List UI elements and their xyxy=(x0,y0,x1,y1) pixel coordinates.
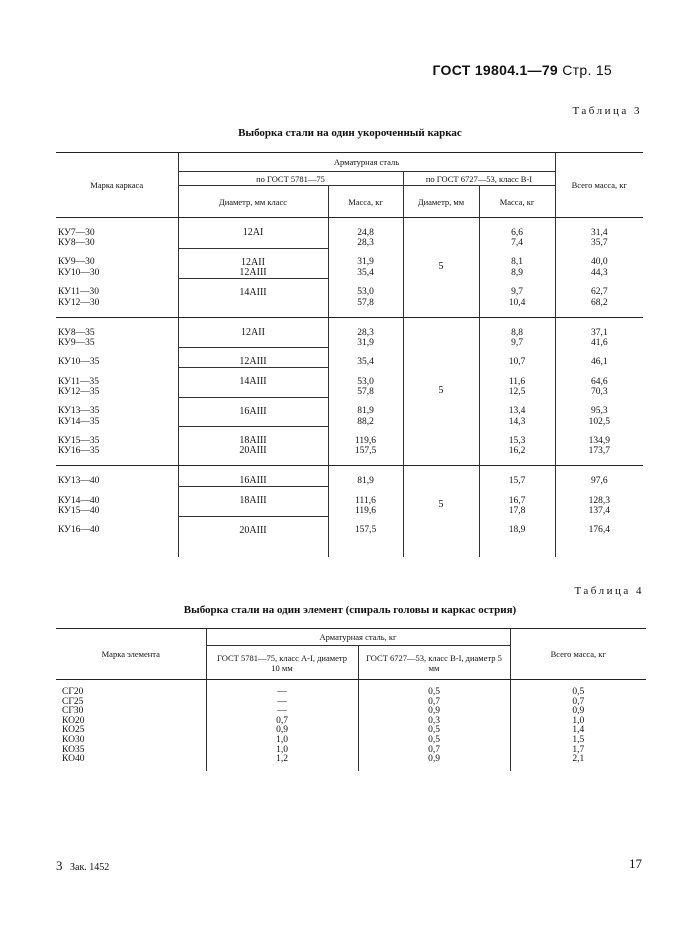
table-row xyxy=(56,446,643,466)
gost5781-cell: — xyxy=(206,680,358,698)
diam-cell: 12AIII xyxy=(178,348,328,368)
page-header xyxy=(433,62,613,78)
table3-label: Таблица 3 xyxy=(572,105,642,117)
mass1-cell: 119,6 xyxy=(328,427,403,447)
diam-cell xyxy=(178,338,328,348)
diam-cell: 16AIII xyxy=(178,397,328,417)
spacer-cell xyxy=(510,765,646,771)
table-row xyxy=(56,218,643,239)
spacer-cell xyxy=(56,545,178,557)
table4 xyxy=(56,628,646,771)
spacer-cell xyxy=(328,545,403,557)
mark-cell: КУ14—40 xyxy=(58,495,100,506)
mark-cell: КУ13—35 xyxy=(58,406,100,416)
diam2-cell: 5 xyxy=(403,218,479,318)
diam-cell: 12AIII xyxy=(178,268,328,279)
mark-cell: КУ14—35 xyxy=(58,416,100,427)
total-cell: 62,7 xyxy=(555,278,643,298)
mass1-cell: 28,3 xyxy=(328,317,403,338)
gost6727-cell: 0,5 xyxy=(358,680,510,698)
total-cell: 46,1 xyxy=(555,348,643,368)
table-row xyxy=(56,298,643,318)
mass2-cell: 13,4 xyxy=(479,397,555,417)
spacer-cell xyxy=(56,765,206,771)
gost6727-cell: 0,5 xyxy=(358,736,510,746)
table-row xyxy=(56,680,646,698)
total-cell: 37,1 xyxy=(555,317,643,338)
header-gost5781: по ГОСТ 5781—75 xyxy=(178,172,403,186)
diam-cell: 20AIII xyxy=(178,516,328,545)
gost5781-cell: 1,0 xyxy=(206,746,358,756)
diam-cell: 14AIII xyxy=(178,278,328,298)
table-row xyxy=(56,487,643,507)
gost6727-cell: 0,7 xyxy=(358,746,510,756)
total-cell: 68,2 xyxy=(555,298,643,318)
order-number: Зак. 1452 xyxy=(70,862,110,873)
mass2-cell: 10,4 xyxy=(479,298,555,318)
mass1-cell: 28,3 xyxy=(328,238,403,248)
mass2-cell: 18,9 xyxy=(479,516,555,545)
total-cell: 0,7 xyxy=(510,698,646,708)
mark-cell: КУ16—35 xyxy=(56,446,178,466)
mark-cell: КУ9—35 xyxy=(58,337,95,348)
mark-cell: КУ11—35 xyxy=(58,376,100,387)
table-row xyxy=(56,466,643,487)
mass2-cell: 8,9 xyxy=(479,268,555,279)
table-row xyxy=(56,506,643,516)
table3-title: Выборка стали на один укороченный каркас xyxy=(238,127,462,139)
mass2-cell: 8,8 xyxy=(479,317,555,338)
mark-cell: КУ11—30 xyxy=(58,287,100,297)
mark-cell: КО20 xyxy=(62,715,85,726)
t4-header-mark: Марка элемента xyxy=(56,629,206,680)
print-number: 3 xyxy=(56,858,63,873)
mark-cell: КУ10—30 xyxy=(58,267,100,278)
table-row xyxy=(56,417,643,427)
mark-cell: КУ12—30 xyxy=(56,298,178,318)
header-mass1: Масса, кг xyxy=(328,186,403,218)
mark-cell: СГ20 xyxy=(62,687,84,697)
table-row xyxy=(56,368,643,388)
mark-cell: КУ16—40 xyxy=(58,525,100,535)
header-mark: Марка каркаса xyxy=(56,153,178,218)
mass2-cell: 7,4 xyxy=(479,238,555,248)
mark-cell: КО30 xyxy=(62,734,85,745)
mass2-cell: 14,3 xyxy=(479,417,555,427)
header-total: Всего масса, кг xyxy=(555,153,643,218)
mark-cell: КУ7—30 xyxy=(58,228,95,238)
table-row xyxy=(56,717,646,727)
mark-cell: СГ30 xyxy=(62,706,84,717)
table3 xyxy=(56,152,643,557)
diam-cell: 14AIII xyxy=(178,368,328,388)
mass2-cell: 12,5 xyxy=(479,387,555,397)
gost6727-cell: 0,5 xyxy=(358,726,510,736)
mark-cell: КО35 xyxy=(62,744,85,755)
diam-cell: 18AIII xyxy=(178,487,328,507)
total-cell: 128,3 xyxy=(555,487,643,507)
mass1-cell: 53,0 xyxy=(328,368,403,388)
spacer-cell xyxy=(206,765,358,771)
mass2-cell: 9,7 xyxy=(479,338,555,348)
mark-cell: КУ12—35 xyxy=(58,387,100,397)
mass2-cell: 16,2 xyxy=(479,446,555,466)
gost6727-cell: 0,9 xyxy=(358,755,510,765)
diam-cell xyxy=(178,298,328,318)
total-cell: 35,7 xyxy=(555,238,643,248)
diam-cell: 20AIII xyxy=(178,446,328,466)
total-cell: 1,4 xyxy=(510,726,646,736)
header-gost6727: по ГОСТ 6727—53, класс В-I xyxy=(403,172,555,186)
gost5781-cell: — xyxy=(206,698,358,708)
total-cell: 64,6 xyxy=(555,368,643,388)
mark-cell: КУ15—35 xyxy=(58,435,100,446)
mass2-cell: 6,6 xyxy=(479,218,555,239)
gost6727-cell: 0,7 xyxy=(358,698,510,708)
spacer-cell xyxy=(555,545,643,557)
spacer-cell xyxy=(479,545,555,557)
diam2-cell: 5 xyxy=(403,317,479,466)
gost5781-cell: 0,9 xyxy=(206,726,358,736)
gost5781-cell: — xyxy=(206,707,358,717)
mass2-cell: 15,7 xyxy=(479,466,555,487)
spacer-cell xyxy=(178,545,328,557)
total-cell: 70,3 xyxy=(555,387,643,397)
table-row xyxy=(56,726,646,736)
t4-header-total: Всего масса, кг xyxy=(510,629,646,680)
diam-cell: 18AIII xyxy=(178,427,328,447)
mass1-cell: 157,5 xyxy=(328,446,403,466)
total-cell: 41,6 xyxy=(555,338,643,348)
table-row xyxy=(56,317,643,338)
diam-cell xyxy=(178,387,328,397)
diam-cell: 12AII xyxy=(178,248,328,268)
total-cell: 137,4 xyxy=(555,506,643,516)
table4-title: Выборка стали на один элемент (спираль головы и каркас острия) xyxy=(183,604,517,616)
header-mass2: Масса, кг xyxy=(479,186,555,218)
total-cell: 40,0 xyxy=(555,248,643,268)
mass1-cell: 111,6 xyxy=(328,487,403,507)
mass1-cell: 81,9 xyxy=(328,397,403,417)
total-cell: 31,4 xyxy=(555,218,643,239)
t4-header-gost6727: ГОСТ 6727—53, класс В-I, диаметр 5 мм xyxy=(358,646,510,680)
gost6727-cell: 0,3 xyxy=(358,717,510,727)
mass1-cell: 24,8 xyxy=(328,218,403,239)
gost5781-cell: 1,0 xyxy=(206,736,358,746)
table-row xyxy=(56,707,646,717)
total-cell: 176,4 xyxy=(555,516,643,545)
mass1-cell: 157,5 xyxy=(328,516,403,545)
total-cell: 2,1 xyxy=(510,755,646,765)
diam-cell xyxy=(178,417,328,427)
table-row xyxy=(56,698,646,708)
table-row xyxy=(56,348,643,368)
table-row xyxy=(56,238,643,248)
total-cell: 0,5 xyxy=(510,680,646,698)
header-diam1: Диаметр, мм класс xyxy=(178,186,328,218)
mass1-cell: 119,6 xyxy=(328,506,403,516)
mark-cell: СГ25 xyxy=(62,696,84,707)
diam-cell xyxy=(178,506,328,516)
diam-cell: 12AI xyxy=(178,218,328,239)
mark-cell: КУ15—40 xyxy=(58,506,100,516)
total-cell: 1,0 xyxy=(510,717,646,727)
mass2-cell: 17,8 xyxy=(479,506,555,516)
mark-cell: КУ8—30 xyxy=(58,238,95,248)
mark-cell: КО40 xyxy=(62,754,85,765)
mass1-cell: 31,9 xyxy=(328,338,403,348)
diam2-cell: 5 xyxy=(403,466,479,545)
table-row xyxy=(56,427,643,447)
mass1-cell: 31,9 xyxy=(328,248,403,268)
mass1-cell: 88,2 xyxy=(328,417,403,427)
total-cell: 102,5 xyxy=(555,417,643,427)
mass2-cell: 8,1 xyxy=(479,248,555,268)
mass2-cell: 9,7 xyxy=(479,278,555,298)
standard-number: ГОСТ 19804.1—79 xyxy=(432,62,559,78)
table-row xyxy=(56,248,643,268)
table-spacer-row xyxy=(56,765,646,771)
gost6727-cell: 0,9 xyxy=(358,707,510,717)
mass2-cell: 11,6 xyxy=(479,368,555,388)
mark-cell: КУ13—40 xyxy=(58,476,100,486)
table-row xyxy=(56,268,643,279)
mass1-cell: 57,8 xyxy=(328,387,403,397)
mass2-cell: 16,7 xyxy=(479,487,555,507)
mark-cell: КУ10—35 xyxy=(58,356,100,367)
spacer-cell xyxy=(403,545,479,557)
table-row xyxy=(56,755,646,765)
mass1-cell: 35,4 xyxy=(328,268,403,279)
mark-cell: КУ9—30 xyxy=(58,257,95,267)
gost5781-cell: 1,2 xyxy=(206,755,358,765)
table-row xyxy=(56,387,643,397)
total-cell: 173,7 xyxy=(555,446,643,466)
table-row xyxy=(56,516,643,545)
total-cell: 134,9 xyxy=(555,427,643,447)
mass1-cell: 53,0 xyxy=(328,278,403,298)
gost5781-cell: 0,7 xyxy=(206,717,358,727)
diam-cell: 16AIII xyxy=(178,466,328,487)
table-row xyxy=(56,278,643,298)
total-cell: 95,3 xyxy=(555,397,643,417)
t4-header-rebar: Арматурная сталь, кг xyxy=(206,629,510,646)
spacer-cell xyxy=(358,765,510,771)
footer-print-info xyxy=(56,858,109,874)
table-row xyxy=(56,736,646,746)
diam-cell xyxy=(178,238,328,248)
table4-label: Таблица 4 xyxy=(574,585,644,597)
page-number: 17 xyxy=(629,856,642,871)
total-cell: 44,3 xyxy=(555,268,643,279)
total-cell: 1,5 xyxy=(510,736,646,746)
total-cell: 97,6 xyxy=(555,466,643,487)
header-rebar: Арматурная сталь xyxy=(178,153,555,172)
table-spacer-row xyxy=(56,545,643,557)
mass2-cell: 15,3 xyxy=(479,427,555,447)
t4-header-gost5781: ГОСТ 5781—75, класс А-I, диаметр 10 мм xyxy=(206,646,358,680)
total-cell: 0,9 xyxy=(510,707,646,717)
mass1-cell: 81,9 xyxy=(328,466,403,487)
page-ref: Стр. 15 xyxy=(562,62,612,78)
mass1-cell: 57,8 xyxy=(328,298,403,318)
table-row xyxy=(56,397,643,417)
mark-cell: КУ8—35 xyxy=(58,327,95,338)
table-row xyxy=(56,338,643,348)
table-row xyxy=(56,746,646,756)
mass1-cell: 35,4 xyxy=(328,348,403,368)
mass2-cell: 10,7 xyxy=(479,348,555,368)
diam-cell: 12AII xyxy=(178,317,328,338)
total-cell: 1,7 xyxy=(510,746,646,756)
header-diam2: Диаметр, мм xyxy=(403,186,479,218)
mark-cell: КО25 xyxy=(62,725,85,736)
